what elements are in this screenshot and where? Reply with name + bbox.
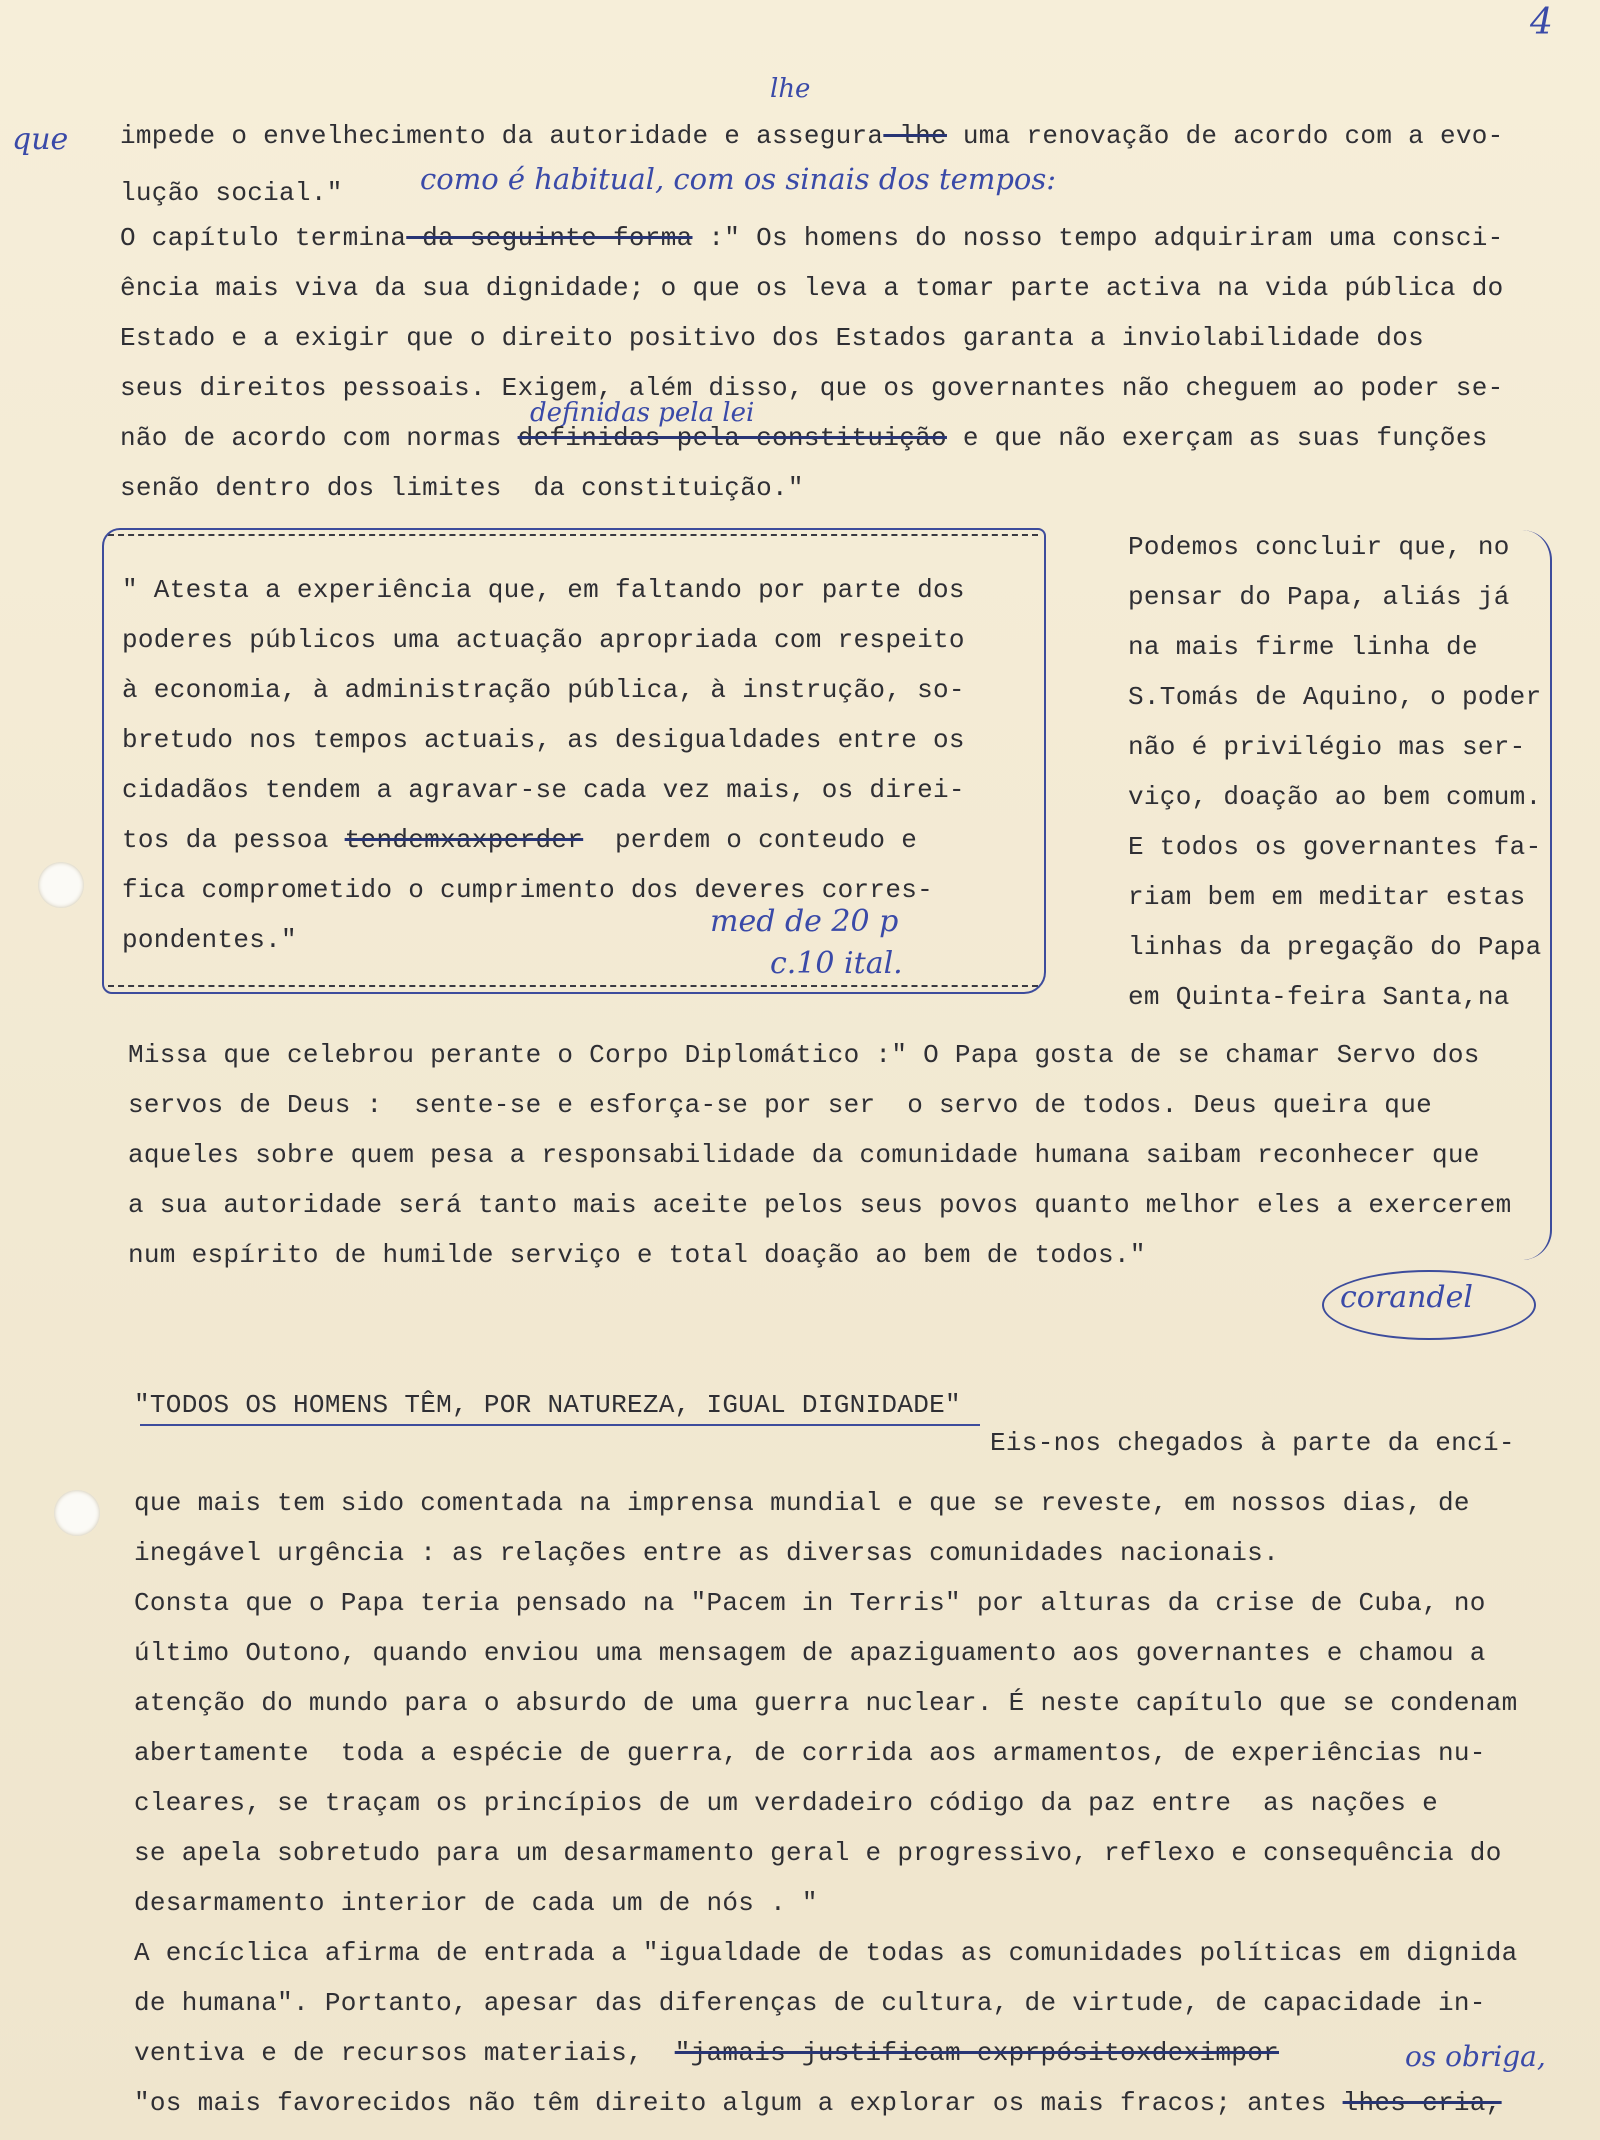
p1-line-7: não de acordo com normas definidas pela constituição e que não exerçam as suas funções <box>120 423 1488 453</box>
p1-line-1: impede o envelhecimento da autoridade e assegura-lhe uma renovação de acordo com a evo- <box>120 121 1504 151</box>
side-line-5: não é privilégio mas ser- <box>1128 732 1526 762</box>
box-line-1: " Atesta a experiência que, em faltando por parte dos <box>122 575 965 605</box>
side-bracket <box>1500 530 1552 1260</box>
p3-line-10: desarmamento interior de cada um de nós . " <box>134 1888 818 1918</box>
insertion-definidas-pela-lei: definidas pela lei <box>530 398 755 428</box>
p1-line-6: seus direitos pessoais. Exigem, além disso, que os governantes não cheguem ao poder se- <box>120 373 1504 403</box>
box-line-4: bretudo nos tempos actuais, as desigualdades entre os <box>122 725 965 755</box>
insertion-lhe: lhe <box>770 74 811 104</box>
punch-hole-bottom <box>54 1490 100 1536</box>
insertion-os-obriga: os obriga, <box>1405 2040 1546 2073</box>
p1-line-5: Estado e a exigir que o direito positivo dos Estados garanta a inviolabilidade dos <box>120 323 1425 353</box>
p3-line-12: de humana". Portanto, apesar das diferenças de cultura, de virtude, de capacidade in- <box>134 1988 1486 2018</box>
note-corandel: corandel <box>1340 1280 1473 1315</box>
side-line-3: na mais firme linha de <box>1128 632 1478 662</box>
side-line-4: S.Tomás de Aquino, o poder <box>1128 682 1542 712</box>
p1-line-3: O capítulo termina da seguinte forma :" Os homens do nosso tempo adquiriram uma consci- <box>120 223 1504 253</box>
box-line-2: poderes públicos uma actuação apropriada com respeito <box>122 625 965 655</box>
p2-line-4: a sua autoridade será tanto mais aceite pelos seus povos quanto melhor eles a exercerem <box>128 1190 1512 1220</box>
box-line-8: pondentes." <box>122 925 297 955</box>
p2-line-5: num espírito de humilde serviço e total doação ao bem de todos." <box>128 1240 1146 1270</box>
box-line-3: à economia, à administração pública, à instrução, so- <box>122 675 965 705</box>
punch-hole-top <box>38 862 84 908</box>
typesetting-note-med: med de 20 p <box>710 904 899 939</box>
side-line-9: linhas da pregação do Papa <box>1128 932 1542 962</box>
p3-line-1: Eis-nos chegados à parte da encí- <box>990 1428 1515 1458</box>
margin-note-que: que <box>12 122 69 157</box>
p3-line-2: que mais tem sido comentada na imprensa mundial e que se reveste, em nossos dias, de <box>134 1488 1470 1518</box>
p3-line-3: inegável urgência : as relações entre as diversas comunidades nacionais. <box>134 1538 1279 1568</box>
p3-line-5: último Outono, quando enviou uma mensagem de apaziguamento aos governantes e chamou a <box>134 1638 1486 1668</box>
p3-line-8: cleares, se traçam os princípios de um verdadeiro código da paz entre as nações e <box>134 1788 1439 1818</box>
p3-line-4: Consta que o Papa teria pensado na "Pacem in Terris" por alturas da crise de Cuba, no <box>134 1588 1486 1618</box>
box-line-5: cidadãos tendem a agravar-se cada vez mais, os direi- <box>122 775 965 805</box>
p2-line-2: servos de Deus : sente-se e esforça-se por ser o servo de todos. Deus queira que <box>128 1090 1433 1120</box>
box-line-6: tos da pessoa tendemxaxperder perdem o conteudo e <box>122 825 918 855</box>
p2-line-3: aqueles sobre quem pesa a responsabilidade da comunidade humana saibam reconhecer que <box>128 1140 1480 1170</box>
p3-line-11: A encíclica afirma de entrada a "igualdade de todas as comunidades políticas em dignida <box>134 1938 1518 1968</box>
p1-line-2: lução social." <box>120 178 343 208</box>
p3-line-6: atenção do mundo para o absurdo de uma guerra nuclear. É neste capítulo que se condenam <box>134 1688 1518 1718</box>
box-line-7: fica comprometido o cumprimento dos deveres corres- <box>122 875 934 905</box>
typesetting-note-ital: c.10 ital. <box>770 946 903 981</box>
side-line-6: viço, doação ao bem comum. <box>1128 782 1542 812</box>
side-line-2: pensar do Papa, aliás já <box>1128 582 1510 612</box>
p1-line-4: ência mais viva da sua dignidade; o que os leva a tomar parte activa na vida pública do <box>120 273 1504 303</box>
section-heading: "TODOS OS HOMENS TÊM, POR NATUREZA, IGUAL DIGNIDADE" <box>134 1390 961 1420</box>
page-number: 4 <box>1530 2 1553 43</box>
insertion-como-habitual: como é habitual, com os sinais dos tempos: <box>420 162 1056 196</box>
p3-line-13: ventiva e de recursos materiais, "jamais justificam exprpósitoxdeximpor <box>134 2038 1279 2068</box>
side-line-8: riam bem em meditar estas <box>1128 882 1526 912</box>
side-line-1: Podemos concluir que, no <box>1128 532 1510 562</box>
p3-line-7: abertamente toda a espécie de guerra, de corrida aos armamentos, de experiências nu- <box>134 1738 1486 1768</box>
heading-underline <box>140 1424 980 1426</box>
side-line-10: em Quinta-feira Santa,na <box>1128 982 1510 1012</box>
p3-line-9: se apela sobretudo para um desarmamento geral e progressivo, reflexo e consequência do <box>134 1838 1502 1868</box>
p1-line-8: senão dentro dos limites da constituição." <box>120 473 804 503</box>
p3-line-14: "os mais favorecidos não têm direito algum a explorar os mais fracos; antes lhes cria, <box>134 2088 1502 2118</box>
p2-line-1: Missa que celebrou perante o Corpo Diplomático :" O Papa gosta de se chamar Servo dos <box>128 1040 1480 1070</box>
side-line-7: E todos os governantes fa- <box>1128 832 1542 862</box>
